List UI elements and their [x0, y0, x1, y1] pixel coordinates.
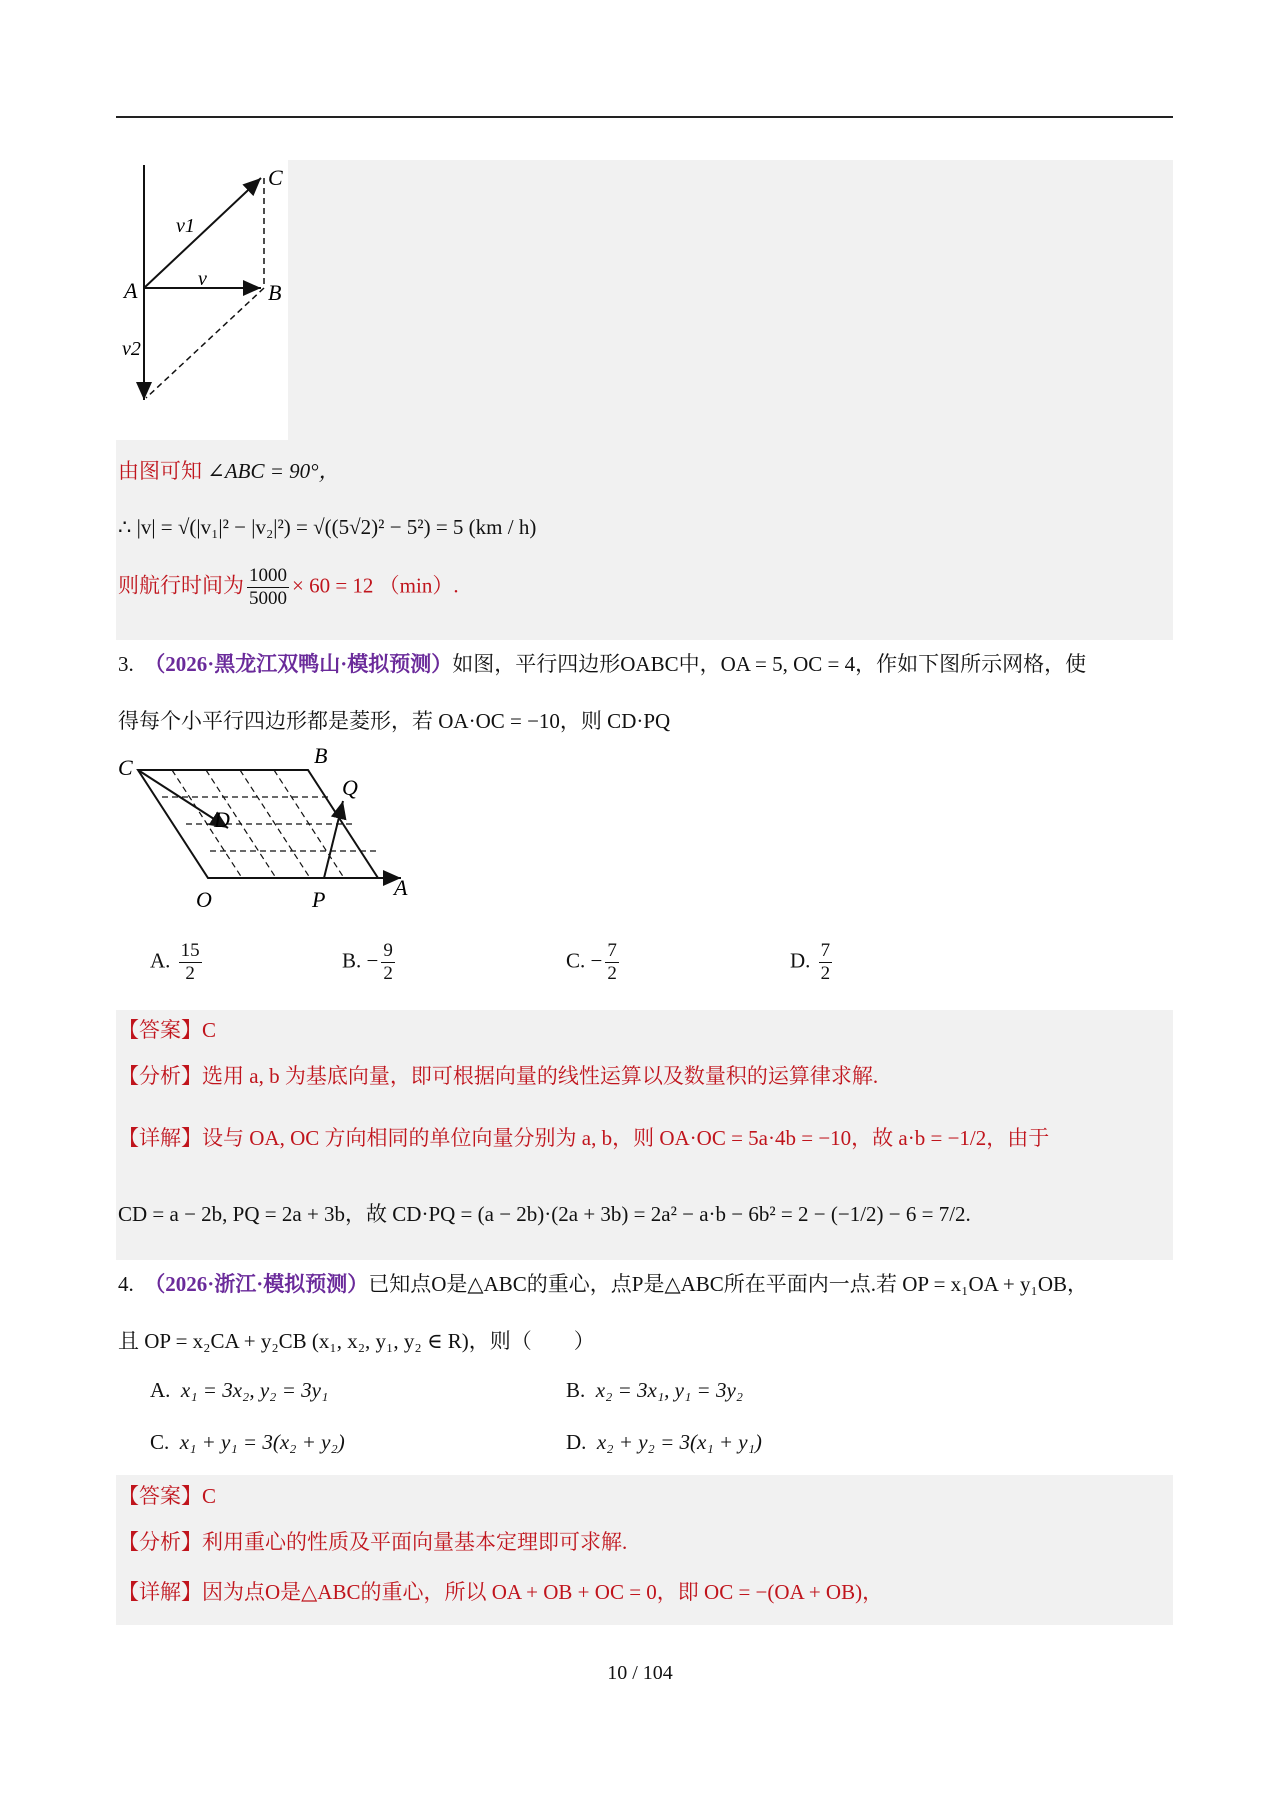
- option-label: B.: [342, 948, 362, 973]
- numerator: 7: [820, 940, 831, 961]
- q3-line2: 得每个小平行四边形都是菱形，若 OA·OC = −10，则 CD·PQ: [118, 709, 671, 733]
- label-A: A: [124, 278, 138, 303]
- denominator: 2: [820, 963, 831, 984]
- q4-option-d[interactable]: [566, 1430, 762, 1455]
- question-text: 已知点O是△ABC的重心，点P是△ABC所在平面内一点.若 OP = x₁OA + y₁OB，: [368, 1272, 1089, 1296]
- q3-detail1: [118, 1122, 1049, 1152]
- tag: 【分析】: [118, 1064, 202, 1088]
- q3-option-a[interactable]: [150, 940, 205, 985]
- option-label: A.: [150, 1378, 171, 1402]
- denominator: 5000: [249, 588, 287, 609]
- text: 则航行时间为: [118, 573, 244, 598]
- q4-option-a[interactable]: [150, 1378, 328, 1403]
- q3-option-b[interactable]: [342, 940, 398, 985]
- tag: 【答案】: [118, 1018, 202, 1042]
- page-number: 10 / 104: [607, 1662, 673, 1684]
- answer: C: [202, 1484, 217, 1508]
- numerator: 1000: [249, 565, 287, 586]
- parallelogram-figure: [116, 745, 436, 925]
- q4-option-b[interactable]: [566, 1378, 743, 1403]
- label-Q: Q: [342, 775, 358, 800]
- sign: −: [590, 948, 603, 973]
- denominator: 2: [607, 963, 617, 984]
- solution2-line2: ∴ |v| = √(|v₁|² − |v₂|²) = √((5√2)² − 5²) = 5 (km / h): [118, 515, 537, 539]
- label-C: C: [268, 165, 283, 190]
- numerator: 7: [607, 940, 617, 961]
- header-rule: [116, 116, 1173, 118]
- q4-option-c[interactable]: [150, 1430, 345, 1455]
- option-label: C.: [150, 1430, 170, 1454]
- numerator: 9: [383, 940, 393, 961]
- solution2-line1: [118, 455, 340, 485]
- math: ∠ABC = 90°，: [207, 459, 340, 483]
- question-number: 3.: [118, 652, 134, 676]
- text: 利用重心的性质及平面向量基本定理即可求解.: [202, 1530, 628, 1554]
- q3-detail2: CD = a − 2b, PQ = 2a + 3b，故 CD·PQ = (a − 2b)·(2a + 3b) = 2a² − a·b − 6b² = 2 − (−1/2) − 6 = 7/2.: [118, 1202, 971, 1226]
- text: × 60 = 12 （min）.: [292, 573, 459, 598]
- option-label: D.: [790, 948, 811, 973]
- tag: 【详解】: [118, 1126, 202, 1150]
- option-text: x₁ = 3x₂, y₂ = 3y₁: [180, 1378, 329, 1402]
- label-B: B: [268, 280, 282, 305]
- q3-analysis: [118, 1060, 878, 1090]
- fraction: [179, 940, 202, 985]
- option-text: x₂ = 3x₁, y₁ = 3y₂: [595, 1378, 744, 1402]
- tag: 【详解】: [118, 1580, 202, 1604]
- numerator: 15: [180, 940, 200, 961]
- label-A: A: [394, 875, 408, 900]
- label-v1: v1: [176, 215, 195, 237]
- tag: 【答案】: [118, 1484, 202, 1508]
- fraction: [381, 940, 395, 985]
- option-label: B.: [566, 1378, 586, 1402]
- q4-analysis: [118, 1526, 627, 1556]
- option-label: A.: [150, 948, 171, 973]
- q4-line1: [118, 1268, 1088, 1298]
- option-text: x₁ + y₁ = 3(x₂ + y₂): [179, 1430, 345, 1454]
- q4-line2: 且 OP = x₂CA + y₂CB (x₁, x₂, y₁, y₂ ∈ R)，则（ ）: [118, 1329, 595, 1353]
- text: 设与 OA, OC 方向相同的单位向量分别为 a, b，则 OA·OC = 5a·4b = −10，故 a·b = −1/2，由于: [202, 1126, 1050, 1150]
- option-label: D.: [566, 1430, 587, 1454]
- q3-line1: [118, 648, 1086, 678]
- label-B: B: [314, 745, 328, 768]
- label-D: D: [214, 807, 230, 832]
- answer: C: [202, 1018, 217, 1042]
- question-number: 4.: [118, 1272, 134, 1296]
- q4-answer: [118, 1480, 216, 1510]
- option-label: C.: [566, 948, 586, 973]
- velocity-figure: [116, 160, 288, 440]
- text: 因为点O是△ABC的重心，所以 OA + OB + OC = 0，即 OC = −(OA + OB)，: [202, 1580, 884, 1604]
- label-C: C: [118, 755, 133, 780]
- q3-answer: [118, 1014, 216, 1044]
- question-source: （2026·浙江·模拟预测）: [144, 1272, 369, 1296]
- question-source: （2026·黑龙江双鸭山·模拟预测）: [144, 652, 453, 676]
- label-P: P: [312, 887, 326, 912]
- option-text: x₂ + y₂ = 3(x₁ + y₁): [596, 1430, 762, 1454]
- label-O: O: [196, 887, 212, 912]
- fraction: [247, 565, 289, 610]
- solution2-line3: [118, 565, 459, 610]
- label-v2: v2: [122, 338, 141, 360]
- fraction: [819, 940, 833, 985]
- q3-option-d[interactable]: [790, 940, 835, 985]
- text: 选用 a, b 为基底向量，即可根据向量的线性运算以及数量积的运算律求解.: [202, 1064, 879, 1088]
- label-v: v: [198, 268, 207, 290]
- tag: 【分析】: [118, 1530, 202, 1554]
- q3-option-c[interactable]: [566, 940, 622, 985]
- text: 由图可知: [118, 459, 202, 483]
- question-text: 如图，平行四边形OABC中，OA = 5, OC = 4，作如下图所示网格，使: [452, 652, 1087, 676]
- q4-detail1: [118, 1576, 883, 1606]
- sign: −: [366, 948, 379, 973]
- fraction: [605, 940, 619, 985]
- denominator: 2: [185, 963, 195, 984]
- denominator: 2: [383, 963, 393, 984]
